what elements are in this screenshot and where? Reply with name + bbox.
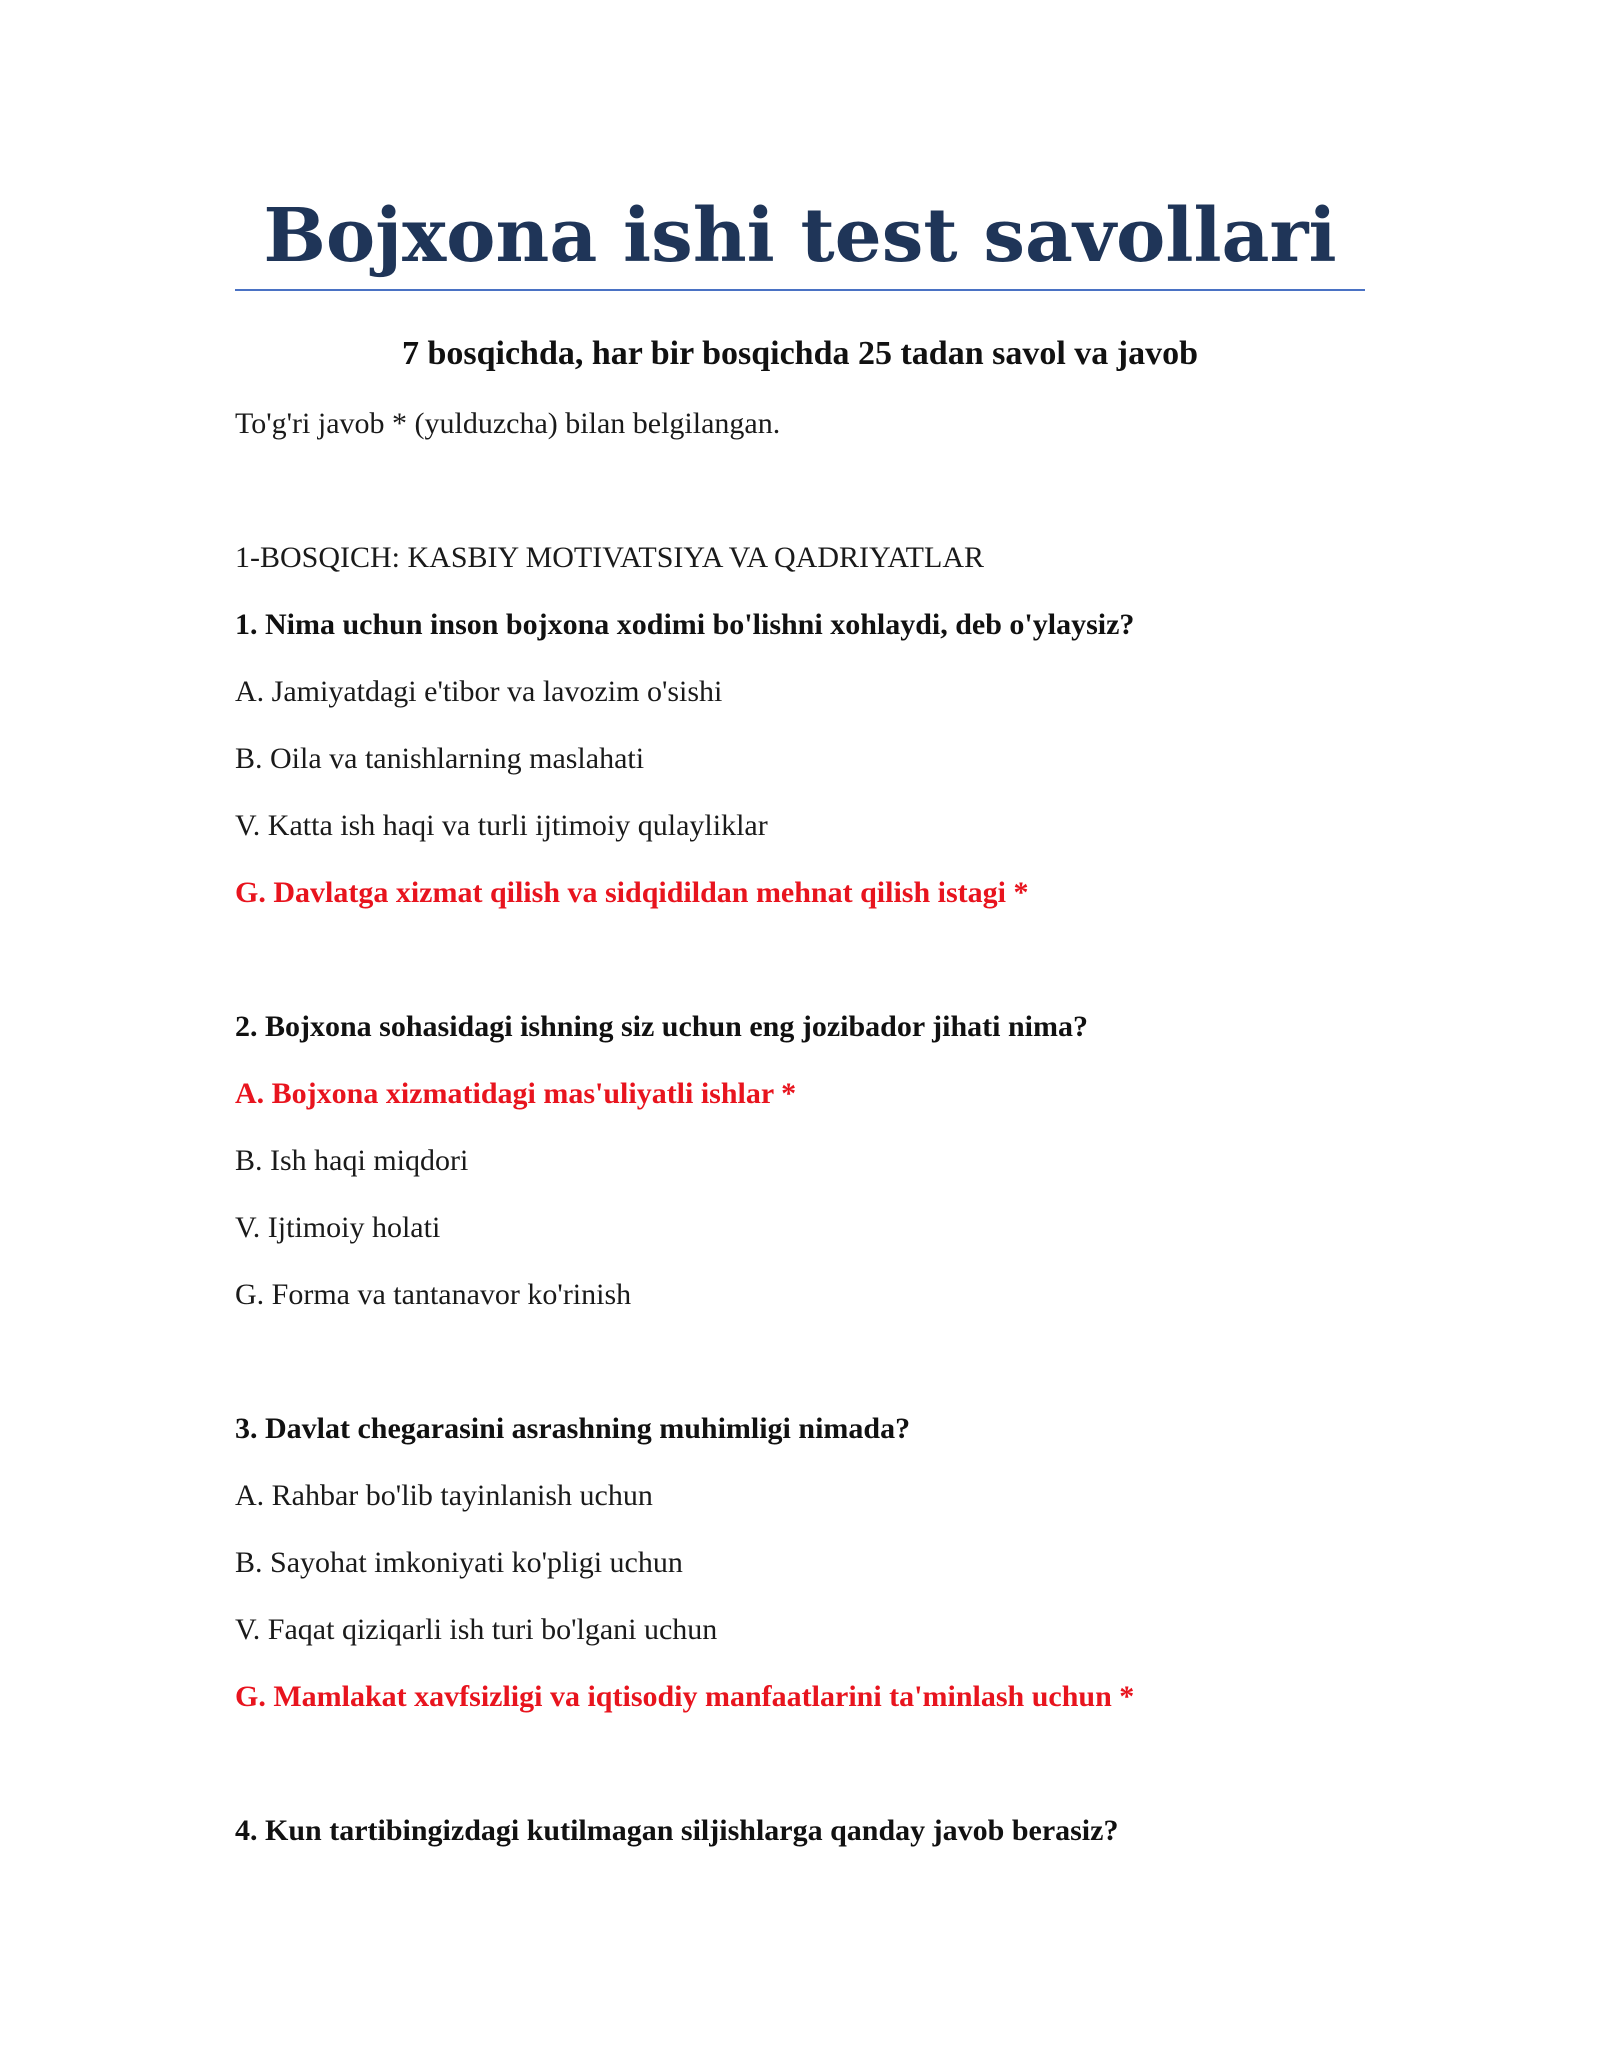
question-3-option-b: B. Sayohat imkoniyati ko'pligi uchun: [235, 1546, 683, 1579]
question-2-option-b: B. Ish haqi miqdori: [235, 1144, 469, 1177]
document-title: Bojxona ishi test savollari: [263, 193, 1337, 279]
question-2: 2. Bojxona sohasidagi ishning siz uchun eng jozibador jihati nima?: [235, 1010, 1088, 1043]
question-3: 3. Davlat chegarasini asrashning muhimligi nimada?: [235, 1412, 911, 1445]
question-1-option-v: V. Katta ish haqi va turli ijtimoiy qulayliklar: [235, 809, 768, 842]
question-3-option-g-correct: G. Mamlakat xavfsizligi va iqtisodiy manfaatlarini ta'minlash uchun *: [235, 1680, 1135, 1713]
document-subtitle: 7 bosqichda, har bir bosqichda 25 tadan savol va javob: [401, 335, 1199, 372]
question-2-option-g: G. Forma va tantanavor ko'rinish: [235, 1278, 632, 1311]
question-1-option-a: A. Jamiyatdagi e'tibor va lavozim o'sishi: [235, 675, 723, 708]
question-1-option-g-correct: G. Davlatga xizmat qilish va sidqidildan mehnat qilish istagi *: [235, 876, 1029, 909]
section-heading: 1-BOSQICH: KASBIY MOTIVATSIYA VA QADRIYATLAR: [235, 541, 984, 574]
question-3-option-a: A. Rahbar bo'lib tayinlanish uchun: [235, 1479, 653, 1512]
question-4: 4. Kun tartibingizdagi kutilmagan siljishlarga qanday javob berasiz?: [235, 1814, 1119, 1847]
question-1: 1. Nima uchun inson bojxona xodimi bo'lishni xohlaydi, deb o'ylaysiz?: [235, 608, 1135, 641]
question-2-option-v: V. Ijtimoiy holati: [235, 1211, 441, 1244]
title-underline: [235, 289, 1365, 291]
question-1-option-b: B. Oila va tanishlarning maslahati: [235, 742, 645, 775]
question-3-option-v: V. Faqat qiziqarli ish turi bo'lgani uchun: [235, 1613, 718, 1646]
question-2-option-a-correct: A. Bojxona xizmatidagi mas'uliyatli ishlar *: [235, 1077, 797, 1110]
answer-key-note: To'g'ri javob * (yulduzcha) bilan belgilangan.: [235, 407, 781, 440]
